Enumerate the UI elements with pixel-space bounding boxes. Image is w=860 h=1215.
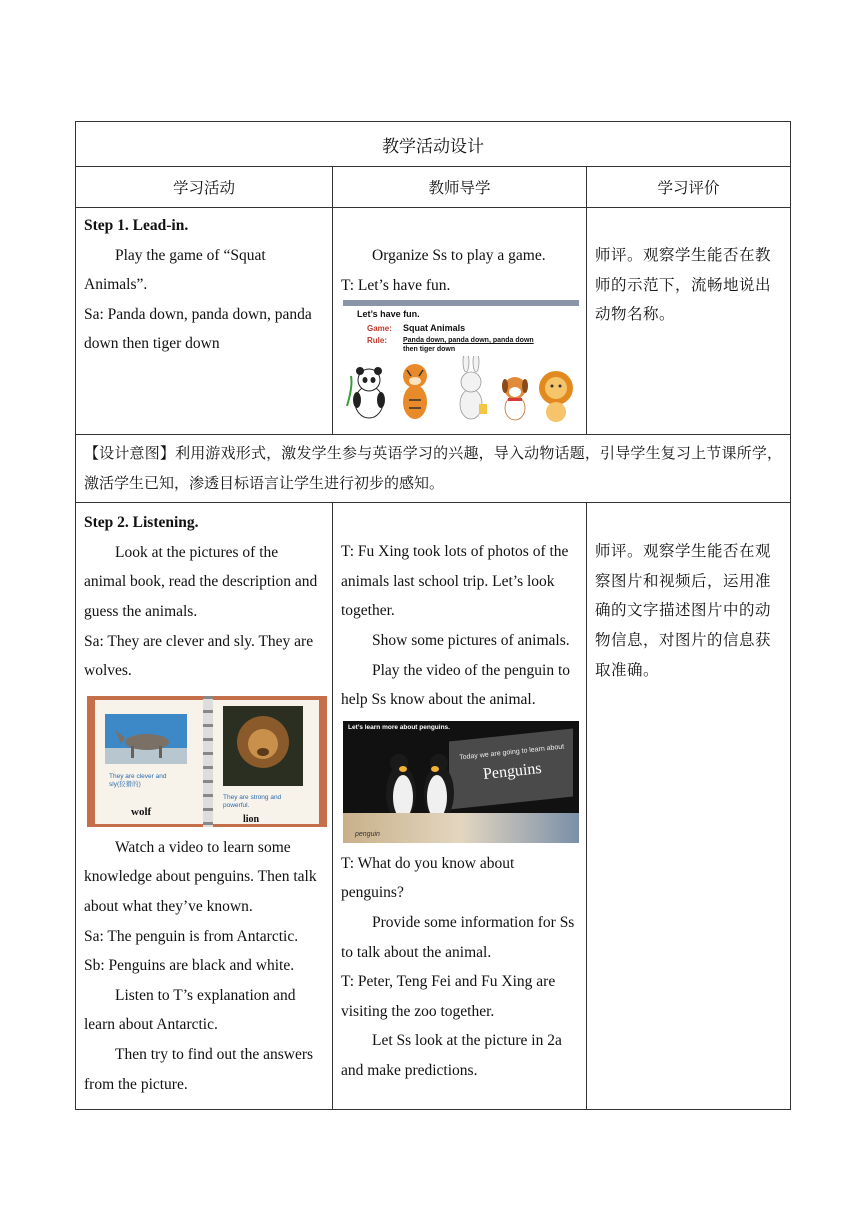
header-teacher-guide: 教师导学 <box>333 167 587 208</box>
step2-guide-text-5: Provide some information for Ss to talk about the animal. <box>341 913 575 961</box>
step2-guide-text-1: T: Fu Xing took lots of photos of the animals last school trip. Let’s look together. <box>341 543 569 620</box>
step2-guide-cell <box>333 503 587 1110</box>
wolf-photo <box>105 714 187 764</box>
step1-activity-text: Play the game of “Squat Animals”. <box>84 246 266 294</box>
step2-activity-cell <box>76 503 333 1110</box>
video-board-line2: Penguins <box>482 759 543 783</box>
slide-rule-line2: then tiger down <box>403 346 456 354</box>
step1-heading: Step 1. Lead-in. <box>84 217 189 234</box>
video-top-text: Let’s learn more about penguins. <box>348 723 450 731</box>
step2-heading: Step 2. Listening. <box>84 514 199 532</box>
step1-activity-sample: Sa: Panda down, panda down, panda down then tiger down <box>84 305 312 353</box>
step1-guide-text: Organize Ss to play a game. <box>372 247 546 264</box>
dog-icon <box>502 377 528 420</box>
book-spine <box>203 696 213 827</box>
step2-guide-text-6: T: Peter, Teng Fei and Fu Xing are visiting the zoo together. <box>341 973 556 1020</box>
step2-activity-sample-3: Sb: Penguins are black and white. <box>84 957 295 975</box>
step1-guide-cell <box>333 208 587 435</box>
tiger-icon <box>403 364 427 419</box>
header-evaluation: 学习评价 <box>587 167 791 208</box>
step2-guide-text-7: Let Ss look at the picture in 2a and make predictions. <box>341 1032 562 1079</box>
penguin-video-frame <box>343 721 579 843</box>
step2-evaluation-cell <box>587 503 791 1110</box>
lion-caption: They are strong and powerful. <box>223 793 282 809</box>
design-intent-text: 【设计意图】利用游戏形式，激发学生参与英语学习的兴趣，导入动物话题，引导学生复习上节课所学，激活学生已知，渗透目标语言让学生进行初步的感知。 <box>84 444 783 492</box>
step1-guide-sample: T: Let’s have fun. <box>341 276 451 294</box>
step2-activity-text-1: Look at the pictures of the animal book, read the description and guess the animals. <box>84 543 318 620</box>
step1-activity-cell <box>76 208 333 435</box>
wolf-caption: They are clever and sly(狡猾的) <box>109 772 167 788</box>
step1-evaluation-text: 师评。观察学生能否在教师的示范下，流畅地说出动物名称。 <box>595 246 772 324</box>
video-bottom-text: penguin <box>355 830 380 838</box>
lion-icon <box>539 371 573 422</box>
squat-animals-slide <box>343 300 579 424</box>
step2-evaluation-text: 师评。观察学生能否在观察图片和视频后，运用准确的文字描述图片中的动物信息，对图片的信息获取准确。 <box>595 542 772 679</box>
cartoon-animals-illustration <box>343 356 579 424</box>
slide-rule-label: Rule: <box>367 336 387 346</box>
step2-activity-text-4: Then try to find out the answers from the picture. <box>84 1045 314 1093</box>
design-intent-cell <box>76 435 791 503</box>
lesson-design-table <box>75 121 791 1110</box>
step2-activity-text-3: Listen to T’s explanation and learn about Antarctic. <box>84 986 296 1034</box>
step2-activity-sample-2: Sa: The penguin is from Antarctic. <box>84 927 299 945</box>
slide-game-value: Squat Animals <box>403 323 466 334</box>
step2-guide-text-3: Play the video of the penguin to help Ss know about the animal. <box>341 661 571 709</box>
lion-label: lion <box>243 813 260 825</box>
header-learning-activity: 学习活动 <box>76 167 333 208</box>
lion-photo <box>223 706 303 786</box>
slide-rule-line1: Panda down, panda down, panda down <box>403 337 534 345</box>
rabbit-icon <box>460 356 487 419</box>
animal-book-picture <box>87 696 327 827</box>
wolf-label: wolf <box>131 805 152 818</box>
panda-icon <box>347 367 385 418</box>
slide-title: Let’s have fun. <box>357 309 420 320</box>
table-title: 教学活动设计 <box>76 122 791 167</box>
step1-evaluation-cell <box>587 208 791 435</box>
video-floor <box>343 813 579 843</box>
step2-activity-sample-1: Sa: They are clever and sly. They are wolves. <box>84 632 314 680</box>
step2-guide-text-2: Show some pictures of animals. <box>372 631 570 649</box>
step2-activity-text-2: Watch a video to learn some knowledge about penguins. Then talk about what they’ve known. <box>84 838 317 915</box>
video-board-line1: Today we are going to learn about <box>458 743 565 762</box>
slide-game-label: Game: <box>367 324 392 334</box>
step2-guide-text-4: T: What do you know about penguins? <box>341 854 515 902</box>
